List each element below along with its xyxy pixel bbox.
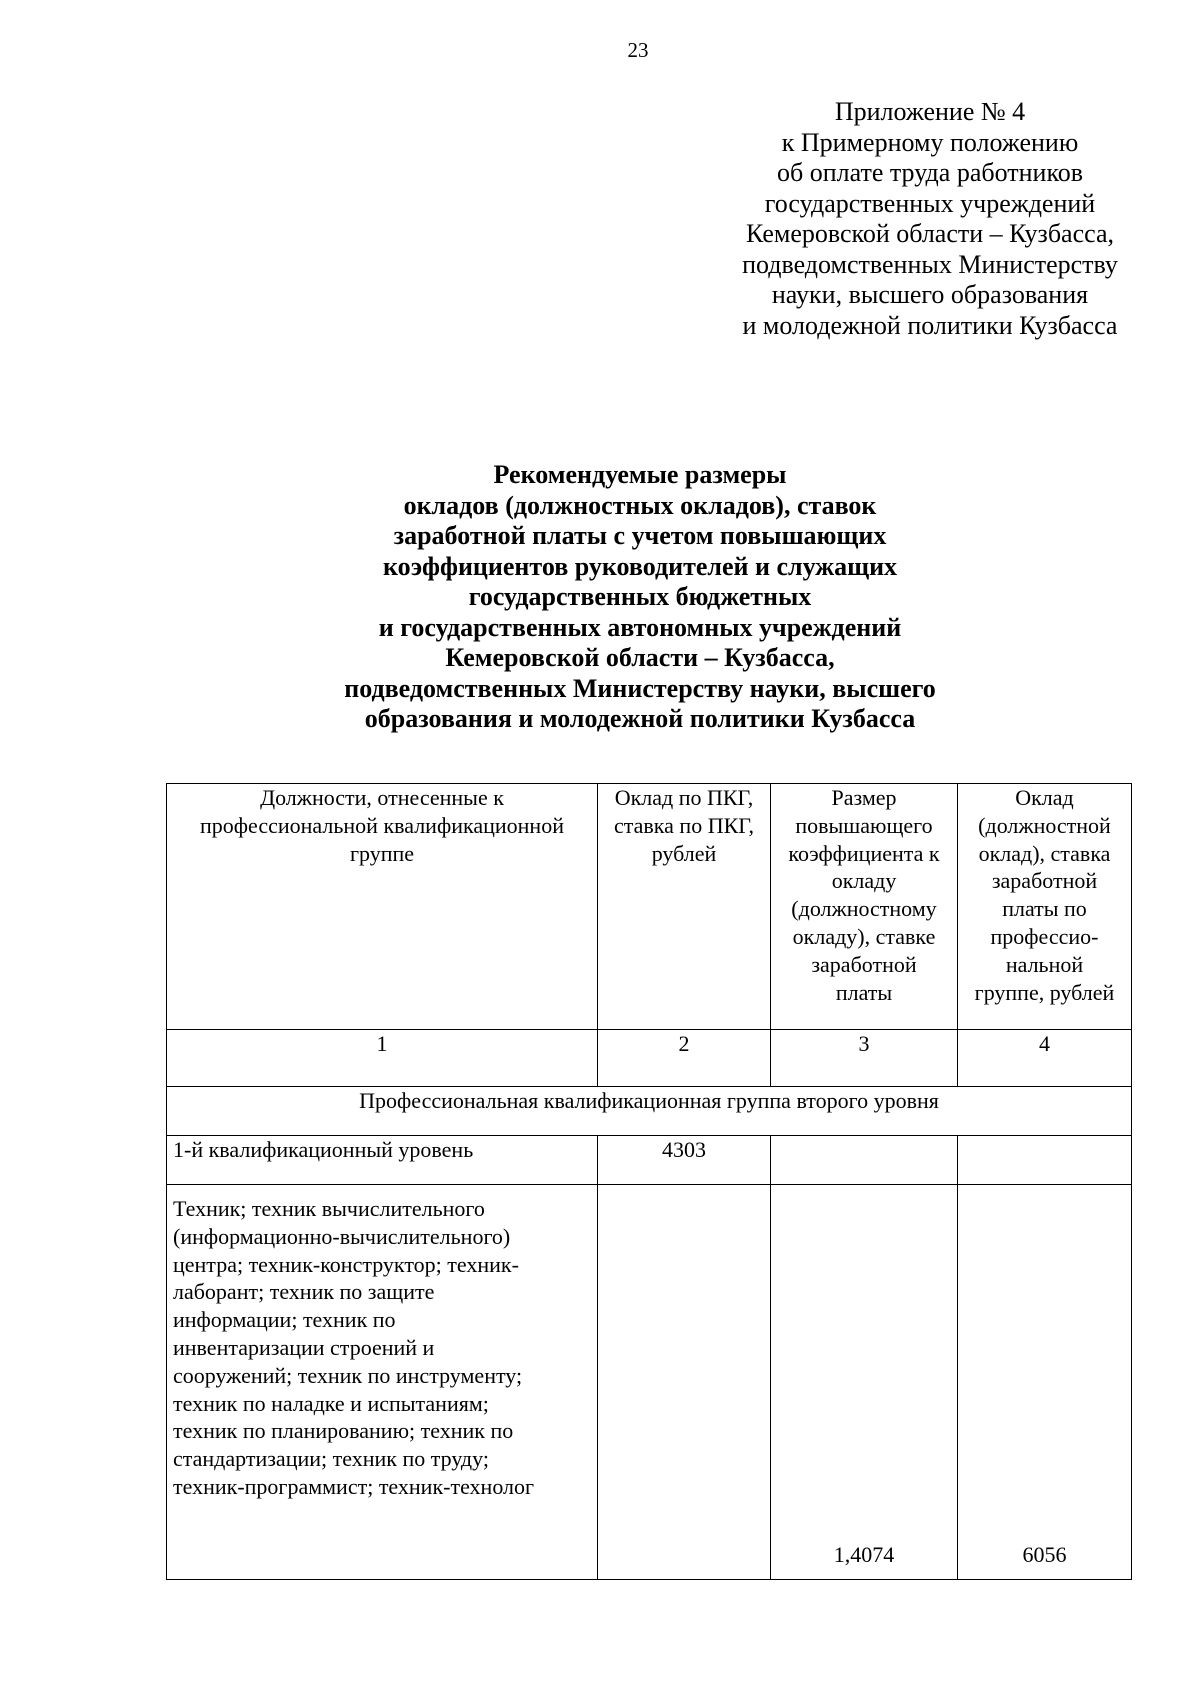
column-number: 4 xyxy=(958,1030,1132,1087)
table-row xyxy=(167,1136,1132,1185)
position-line: информации; техник по xyxy=(173,1307,396,1333)
header-line: группе xyxy=(349,840,415,866)
table-header-row xyxy=(167,784,1132,1030)
header-line: окладу), ставке xyxy=(792,923,936,949)
header-line: нальной xyxy=(1005,951,1084,977)
appendix-line: подведомственных Министерству xyxy=(742,249,1118,279)
header-line: повышающего xyxy=(795,812,933,838)
title-line: и государственных автономных учреждений xyxy=(378,612,902,642)
appendix-block xyxy=(640,97,1200,341)
position-line: сооружений; техник по инструменту; xyxy=(173,1362,523,1388)
header-coefficient xyxy=(771,784,958,1030)
appendix-line: к Примерному положению xyxy=(781,127,1079,157)
title-line: Кемеровской области – Кузбасса, xyxy=(445,643,835,672)
header-line: Должности, отнесенные к xyxy=(260,785,504,810)
level-coefficient xyxy=(771,1136,958,1185)
title-line: Рекомендуемые размеры xyxy=(493,460,787,489)
position-line: лаборант; техник по защите xyxy=(173,1279,435,1305)
header-line: платы по xyxy=(1002,896,1087,922)
level-total xyxy=(958,1136,1132,1185)
header-position xyxy=(167,784,598,1030)
header-line: заработной xyxy=(811,951,917,977)
header-line: профессиональной квалификационной xyxy=(200,812,564,838)
title-line: образования и молодежной политики Кузбасса xyxy=(364,704,916,733)
position-line: Техник; техник вычислительного xyxy=(173,1196,485,1221)
column-number-row xyxy=(167,1030,1132,1087)
position-line: техник по планированию; техник по xyxy=(173,1418,514,1444)
position-line: инвентаризации строений и xyxy=(173,1334,435,1360)
header-line: (должностной xyxy=(978,812,1111,838)
level-name: 1-й квалификационный уровень xyxy=(167,1136,598,1185)
appendix-line: Приложение № 4 xyxy=(834,97,1026,126)
position-line: центра; техник-конструктор; техник- xyxy=(173,1251,519,1277)
group-title: Профессиональная квалификационная группа второго уровня xyxy=(167,1087,1132,1136)
appendix-line: и молодежной политики Кузбасса xyxy=(742,310,1118,340)
positions-total: 6056 xyxy=(958,1185,1132,1580)
level-salary: 4303 xyxy=(598,1136,771,1185)
header-line: заработной xyxy=(991,868,1098,894)
appendix-line: Кемеровской области – Кузбасса, xyxy=(745,219,1115,248)
page-number: 23 xyxy=(627,38,649,62)
header-line: рублей xyxy=(651,840,717,866)
header-line: оклад), ставка xyxy=(978,840,1111,866)
position-line: техник-программист; техник-технолог xyxy=(173,1473,535,1499)
header-salary xyxy=(598,784,771,1030)
header-line: профессио- xyxy=(990,923,1099,949)
positions-list xyxy=(167,1185,598,1580)
column-number: 3 xyxy=(771,1030,958,1087)
positions-salary xyxy=(598,1185,771,1580)
title-line: заработной платы с учетом повышающих xyxy=(393,521,887,550)
position-line: (информационно-вычислительного) xyxy=(173,1223,511,1249)
header-line: Оклад xyxy=(1015,785,1074,810)
column-number: 2 xyxy=(598,1030,771,1087)
document-title xyxy=(200,460,1080,735)
title-line: коэффициентов руководителей и служащих xyxy=(382,551,898,581)
column-number: 1 xyxy=(167,1030,598,1087)
header-line: коэффициента к xyxy=(788,840,940,866)
appendix-line: об оплате труда работников xyxy=(776,158,1084,187)
group-row xyxy=(167,1087,1132,1136)
appendix-line: науки, высшего образования xyxy=(771,280,1089,309)
header-line: Оклад по ПКГ, xyxy=(614,785,754,810)
title-line: окладов (должностных окладов), ставок xyxy=(403,490,877,520)
title-line: государственных бюджетных xyxy=(468,582,812,611)
title-line: подведомственных Министерству науки, высшего xyxy=(344,673,936,703)
header-total xyxy=(958,784,1132,1030)
header-line: (должностному xyxy=(791,896,937,922)
position-line: техник по наладке и испытаниям; xyxy=(173,1390,489,1416)
header-line: окладу xyxy=(831,868,897,894)
header-line: ставка по ПКГ, xyxy=(614,812,754,838)
header-line: группе, рублей xyxy=(974,979,1115,1005)
position-line: стандартизации; техник по труду; xyxy=(173,1446,489,1472)
header-line: платы xyxy=(835,979,893,1005)
header-line: Размер xyxy=(831,785,897,810)
table-row xyxy=(167,1185,1132,1580)
salary-table xyxy=(166,783,1132,1580)
appendix-line: государственных учреждений xyxy=(764,188,1096,218)
positions-coefficient: 1,4074 xyxy=(771,1185,958,1580)
